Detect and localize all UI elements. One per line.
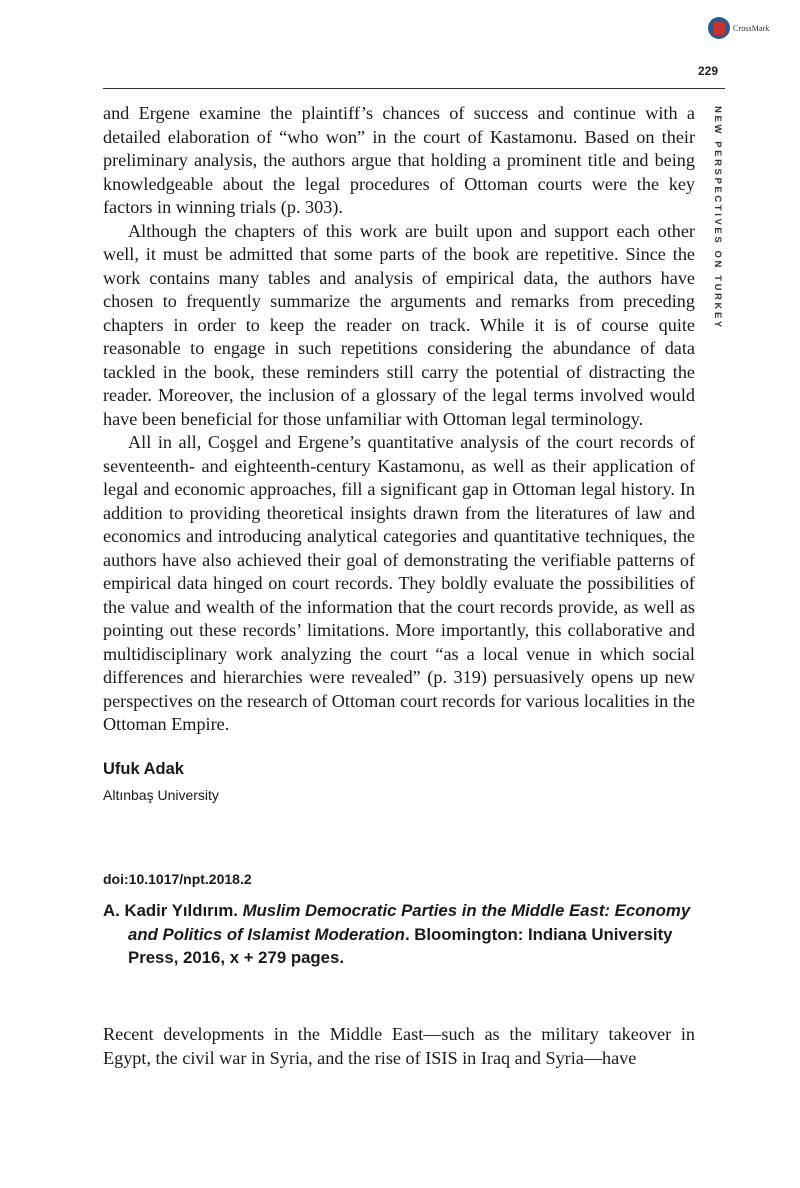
reviewer-affiliation: Altınbaş University bbox=[103, 787, 219, 803]
crossmark-icon bbox=[708, 17, 730, 39]
book-title: Muslim Democratic Parties in the Middle East: Economy and Politics of Islamist Moderation bbox=[128, 901, 691, 944]
header-rule bbox=[103, 88, 725, 89]
review-body bbox=[103, 102, 695, 737]
body-paragraph: and Ergene examine the plaintiff’s chances of success and continue with a detailed elaboration of “who won” in the court of Kastamonu. Based on their preliminary analysis, the authors argue that holding a prominent title and being knowledgeable about the legal procedures of Ottoman courts were the key factors in winning trials (p. 303). bbox=[103, 103, 695, 217]
running-head: NEW PERSPECTIVES ON TURKEY bbox=[712, 106, 723, 330]
body-paragraph: All in all, Coşgel and Ergene’s quantitative analysis of the court records of seventeenth- and eighteenth-century Kastamonu, as well as their application of legal and economic approaches, fill a significant gap in Ottoman legal history. In addition to providing theoretical insights drawn from the literatures of law and economics and introducing analytical categories and quantitative techniques, the authors have also achieved their goal of demonstrating the verifiable patterns of empirical data hinged on court records. They boldly evaluate the possibilities of the value and wealth of the information that the court records provide, as well as pointing out these records’ limitations. More importantly, this collaborative and multidisciplinary work analyzing the court “as a local venue in which social differences and hierarchies were revealed” (p. 319) persuasively opens up new perspectives on the research of Ottoman court records for various localities in the Ottoman Empire. bbox=[103, 432, 695, 734]
body-paragraph: Although the chapters of this work are built upon and support each other well, it must be admitted that some parts of the book are repetitive. Since the work contains many tables and analysis of empirical data, the authors have chosen to frequently summarize the arguments and remarks from preceding chapters in order to keep the reader on track. While it is of course quite reasonable to engage in such repetitions considering the abundance of data tackled in the book, these reminders still carry the potential of distracting the reader. Moreover, the inclusion of a glossary of the legal terms involved would have been beneficial for those unfamiliar with Ottoman legal terminology. bbox=[103, 220, 695, 429]
page-number: 229 bbox=[697, 64, 718, 78]
crossmark-badge[interactable] bbox=[708, 16, 769, 40]
next-review-opening: Recent developments in the Middle East—such as the military takeover in Egypt, the civil war in Syria, and the rise of ISIS in Iraq and Syria—have bbox=[103, 1024, 695, 1068]
reviewer-name: Ufuk Adak bbox=[103, 760, 184, 778]
book-publisher: . Bloomington: Indiana University Press, 2016, x + 279 pages. bbox=[128, 924, 673, 967]
doi-link[interactable]: doi:10.1017/npt.2018.2 bbox=[103, 871, 252, 887]
book-citation bbox=[103, 899, 703, 970]
crossmark-label: CrossMark bbox=[733, 23, 770, 33]
book-author: A. Kadir Yıldırım. bbox=[103, 901, 238, 920]
